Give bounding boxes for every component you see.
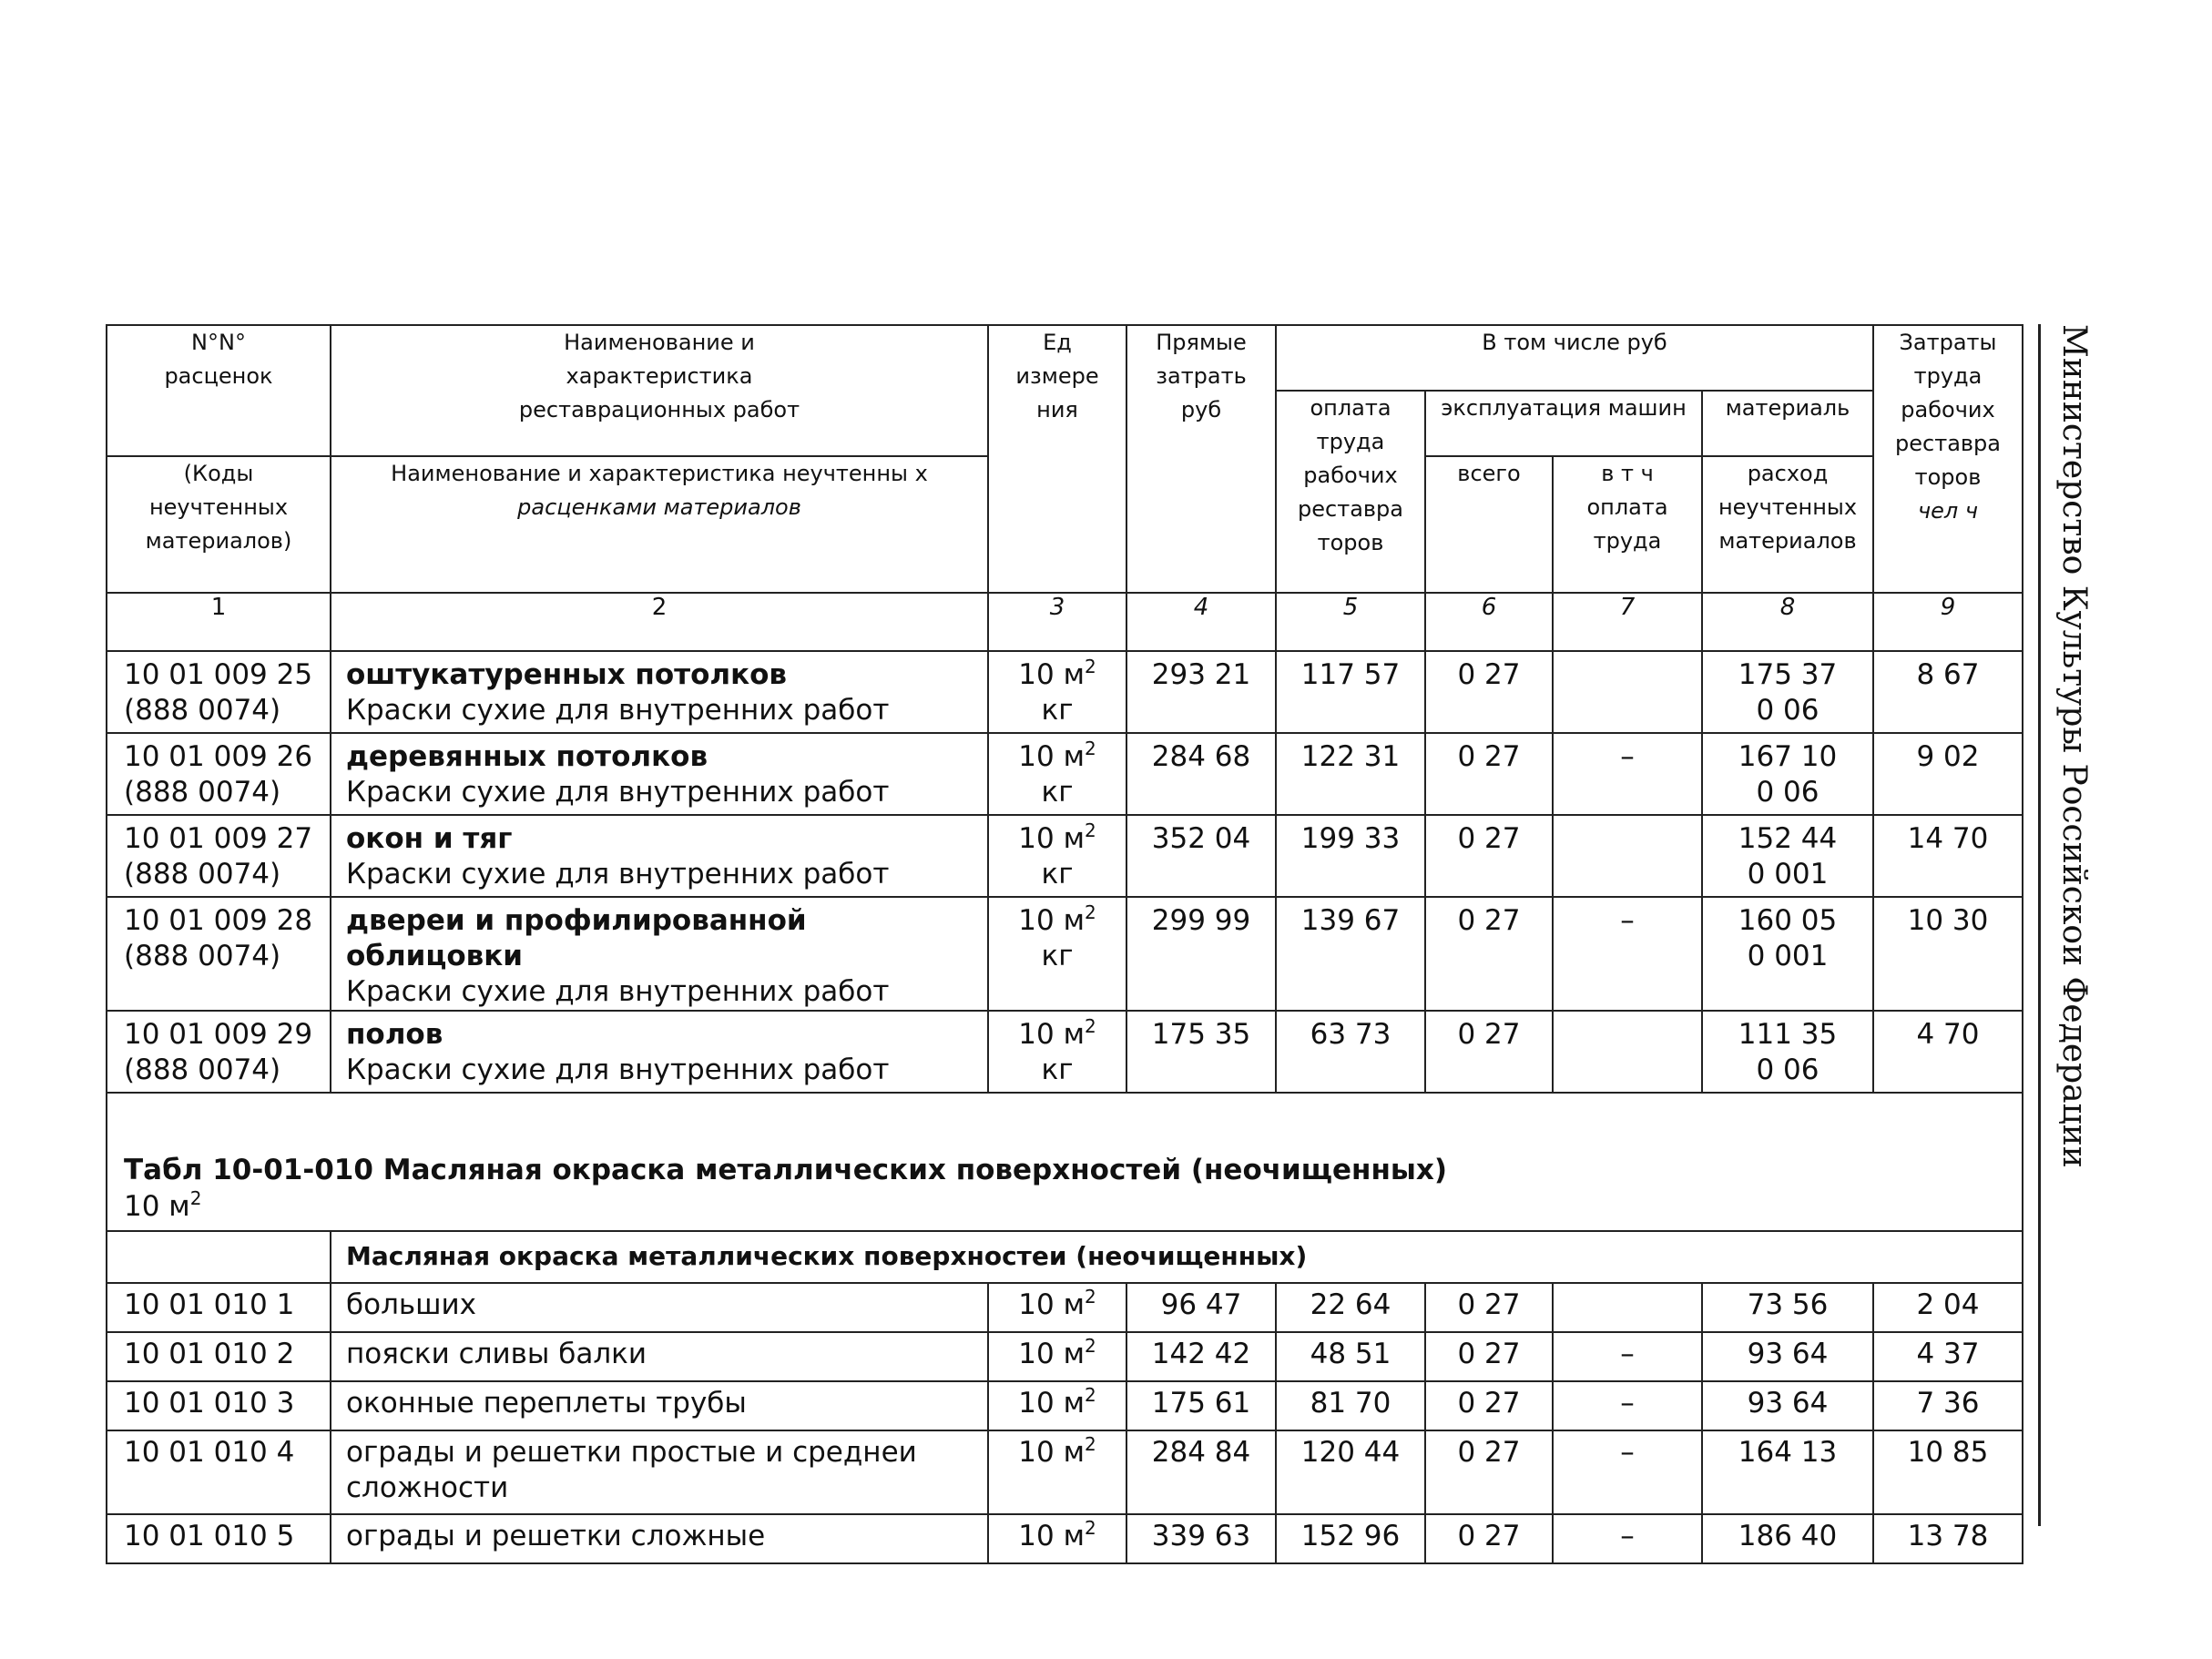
rate-code-cell xyxy=(107,1011,331,1093)
materials-consumption: 0 001 xyxy=(1747,940,1829,972)
direct-cost: 299 99 xyxy=(1126,897,1276,1011)
materials-consumption: 0 06 xyxy=(1756,694,1820,727)
materials-value: 152 44 xyxy=(1738,822,1838,855)
machines-labor xyxy=(1553,651,1702,733)
labor-pay: 122 31 xyxy=(1276,733,1425,815)
machines-total: 0 27 xyxy=(1425,815,1553,897)
rate-code: 10 01 009 29 xyxy=(124,1018,313,1051)
rate-code: 10 01 010 5 xyxy=(107,1514,331,1563)
machines-total: 0 27 xyxy=(1425,733,1553,815)
unit-cell: 10 $м^2$ xyxy=(988,1283,1126,1332)
unit-value: 10 $м^2$ xyxy=(1018,656,1096,691)
table-row xyxy=(107,651,2023,733)
labor-costs: 9 02 xyxy=(1873,733,2023,815)
header-labor-pay: оплата труда рабочих реставра торов xyxy=(1276,391,1425,593)
header-machines: эксплуатация машин xyxy=(1425,391,1702,456)
direct-cost: 293 21 xyxy=(1126,651,1276,733)
machines-total: 0 27 xyxy=(1425,651,1553,733)
unit-cell: 10 $м^2$ xyxy=(988,1381,1126,1430)
rate-code: 10 01 009 28 xyxy=(124,904,313,937)
table-row xyxy=(107,1430,2023,1514)
unit-cell xyxy=(988,733,1126,815)
labor-costs: 4 70 xyxy=(1873,1011,2023,1093)
unit-secondary: кг xyxy=(1041,940,1074,972)
work-name: пояски сливы балки xyxy=(331,1332,988,1381)
materials-value: 186 40 xyxy=(1702,1514,1873,1563)
unit-cell xyxy=(988,1011,1126,1093)
machines-labor xyxy=(1553,815,1702,897)
materials-value: 93 64 xyxy=(1702,1381,1873,1430)
col-num: 8 xyxy=(1702,593,1873,651)
material-name: Краски сухие для внутренних работ xyxy=(346,776,890,809)
rate-code-cell xyxy=(107,897,331,1011)
material-code: (888 0074) xyxy=(124,1053,281,1086)
materials-value: 93 64 xyxy=(1702,1332,1873,1381)
unit-cell: 10 $м^2$ xyxy=(988,1430,1126,1514)
table-title-row xyxy=(107,1093,2023,1231)
col-num: 9 xyxy=(1873,593,2023,651)
header-col2-top: Наименование и характеристика реставрационных работ xyxy=(331,325,988,456)
material-name: Краски сухие для внутренних работ xyxy=(346,858,890,891)
material-name: Краски сухие для внутренних работ xyxy=(346,1053,890,1086)
work-title: деревянных потолков xyxy=(346,740,708,773)
rate-code: 10 01 009 27 xyxy=(124,822,313,855)
materials-value: 160 05 xyxy=(1738,904,1838,937)
machines-labor: – xyxy=(1553,733,1702,815)
labor-costs: 4 37 xyxy=(1873,1332,2023,1381)
machines-total: 0 27 xyxy=(1425,897,1553,1011)
machines-labor: – xyxy=(1553,1430,1702,1514)
materials-consumption: 0 001 xyxy=(1747,858,1829,891)
machines-labor xyxy=(1553,1011,1702,1093)
materials-value: 175 37 xyxy=(1738,658,1838,691)
table-row xyxy=(107,1332,2023,1381)
unit-value: 10 $м^2$ xyxy=(1018,901,1096,937)
work-name: оконные переплеты трубы xyxy=(331,1381,988,1430)
header-including: В том числе руб xyxy=(1276,325,1873,391)
labor-pay: 120 44 xyxy=(1276,1430,1425,1514)
section-title: Масляная окраска металлических поверхностеи (неочищенных) xyxy=(331,1231,2023,1283)
machines-total: 0 27 xyxy=(1425,1381,1553,1430)
materials-cell xyxy=(1702,1011,1873,1093)
header-labor-costs xyxy=(1873,325,2023,593)
header-row-1 xyxy=(107,325,2023,391)
header-machines-labor: в т ч оплата труда xyxy=(1553,456,1702,593)
header-unit: Ед измере ния xyxy=(988,325,1126,593)
direct-cost: 339 63 xyxy=(1126,1514,1276,1563)
unit-value: 10 $м^2$ xyxy=(1018,738,1096,773)
direct-cost: 352 04 xyxy=(1126,815,1276,897)
machines-total: 0 27 xyxy=(1425,1430,1553,1514)
col-num: 3 xyxy=(988,593,1126,651)
labor-pay: 63 73 xyxy=(1276,1011,1425,1093)
materials-value: 167 10 xyxy=(1738,740,1838,773)
table-title-cell xyxy=(107,1093,2023,1231)
section-header-row xyxy=(107,1231,2023,1283)
unit-cell: 10 $м^2$ xyxy=(988,1332,1126,1381)
unit-secondary: кг xyxy=(1041,776,1074,809)
table-row xyxy=(107,1381,2023,1430)
col-num: 6 xyxy=(1425,593,1553,651)
work-name-cell xyxy=(331,1011,988,1093)
table-row xyxy=(107,733,2023,815)
machines-labor: – xyxy=(1553,897,1702,1011)
work-title: оштукатуренных потолков xyxy=(346,658,788,691)
materials-consumption: 0 06 xyxy=(1756,1053,1820,1086)
materials-value: 73 56 xyxy=(1702,1283,1873,1332)
material-code: (888 0074) xyxy=(124,940,281,972)
rate-code-cell xyxy=(107,815,331,897)
rate-code: 10 01 010 2 xyxy=(107,1332,331,1381)
col-num: 1 xyxy=(107,593,331,651)
materials-value: 111 35 xyxy=(1738,1018,1838,1051)
table-row xyxy=(107,1514,2023,1563)
direct-cost: 284 84 xyxy=(1126,1430,1276,1514)
ministry-caption: Министерство Культуры Российскои Федерации xyxy=(2055,324,2093,1168)
column-numbers-row xyxy=(107,593,2023,651)
machines-total: 0 27 xyxy=(1425,1011,1553,1093)
rate-code: 10 01 010 1 xyxy=(107,1283,331,1332)
rate-code: 10 01 010 4 xyxy=(107,1430,331,1514)
work-name-cell xyxy=(331,897,988,1011)
table-row xyxy=(107,897,2023,1011)
unit-value: 10 $м^2$ xyxy=(1018,1015,1096,1051)
table-row xyxy=(107,815,2023,897)
labor-pay: 199 33 xyxy=(1276,815,1425,897)
unit-cell: 10 $м^2$ xyxy=(988,1514,1126,1563)
work-title: полов xyxy=(346,1018,443,1051)
labor-costs: 2 04 xyxy=(1873,1283,2023,1332)
labor-pay: 152 96 xyxy=(1276,1514,1425,1563)
col-num: 4 xyxy=(1126,593,1276,651)
materials-cell xyxy=(1702,815,1873,897)
labor-pay: 139 67 xyxy=(1276,897,1425,1011)
col-num: 5 xyxy=(1276,593,1425,651)
rate-code: 10 01 009 26 xyxy=(124,740,313,773)
col2-bottom-italic: расценками материалов xyxy=(517,494,801,520)
direct-cost: 96 47 xyxy=(1126,1283,1276,1332)
table-row xyxy=(107,1283,2023,1332)
machines-total: 0 27 xyxy=(1425,1514,1553,1563)
material-name: Краски сухие для внутренних работ xyxy=(346,694,890,727)
machines-total: 0 27 xyxy=(1425,1283,1553,1332)
labor-pay: 22 64 xyxy=(1276,1283,1425,1332)
rate-code: 10 01 009 25 xyxy=(124,658,313,691)
table-unit: 10 $м^2$ xyxy=(124,1187,202,1223)
labor-costs: 10 85 xyxy=(1873,1430,2023,1514)
work-name-cell xyxy=(331,733,988,815)
rate-code-cell xyxy=(107,651,331,733)
col2-bottom-regular: Наименование и характеристика неучтенны х xyxy=(391,461,928,486)
header-direct: Прямые затрать руб xyxy=(1126,325,1276,593)
section-empty-cell xyxy=(107,1231,331,1283)
material-code: (888 0074) xyxy=(124,858,281,891)
machines-labor: – xyxy=(1553,1332,1702,1381)
labor-costs-label: Затраты труда рабочих реставра торов xyxy=(1895,330,2001,490)
header-materials-sub: расход неучтенных материалов xyxy=(1702,456,1873,593)
unit-secondary: кг xyxy=(1041,858,1074,891)
machines-labor: – xyxy=(1553,1381,1702,1430)
price-table xyxy=(106,324,2023,1564)
labor-pay: 117 57 xyxy=(1276,651,1425,733)
materials-consumption: 0 06 xyxy=(1756,776,1820,809)
work-title: окон и тяг xyxy=(346,822,513,855)
table-row xyxy=(107,1011,2023,1093)
unit-value: 10 $м^2$ xyxy=(1018,819,1096,855)
labor-pay: 48 51 xyxy=(1276,1332,1425,1381)
material-code: (888 0074) xyxy=(124,694,281,727)
side-divider xyxy=(2038,324,2041,1526)
labor-costs: 13 78 xyxy=(1873,1514,2023,1563)
materials-value: 164 13 xyxy=(1702,1430,1873,1514)
materials-cell xyxy=(1702,651,1873,733)
labor-costs: 10 30 xyxy=(1873,897,2023,1011)
machines-labor xyxy=(1553,1283,1702,1332)
header-machines-total: всего xyxy=(1425,456,1553,593)
direct-cost: 175 61 xyxy=(1126,1381,1276,1430)
work-name: ограды и решетки сложные xyxy=(331,1514,988,1563)
direct-cost: 175 35 xyxy=(1126,1011,1276,1093)
header-col2-bottom xyxy=(331,456,988,593)
work-name-cell xyxy=(331,651,988,733)
unit-secondary: кг xyxy=(1041,1053,1074,1086)
unit-cell xyxy=(988,897,1126,1011)
rate-code-cell xyxy=(107,733,331,815)
unit-secondary: кг xyxy=(1041,694,1074,727)
header-materials: материаль xyxy=(1702,391,1873,456)
work-name-cell xyxy=(331,815,988,897)
machines-total: 0 27 xyxy=(1425,1332,1553,1381)
work-name: ограды и решетки простые и среднеи сложности xyxy=(331,1430,988,1514)
rate-code: 10 01 010 3 xyxy=(107,1381,331,1430)
labor-pay: 81 70 xyxy=(1276,1381,1425,1430)
col-num: 2 xyxy=(331,593,988,651)
machines-labor: – xyxy=(1553,1514,1702,1563)
materials-cell xyxy=(1702,733,1873,815)
materials-cell xyxy=(1702,897,1873,1011)
sidebar-caption xyxy=(2051,324,2096,1168)
unit-cell xyxy=(988,815,1126,897)
direct-cost: 284 68 xyxy=(1126,733,1276,815)
header-col1-top: N°N° расценок xyxy=(107,325,331,456)
labor-costs: 8 67 xyxy=(1873,651,2023,733)
direct-cost: 142 42 xyxy=(1126,1332,1276,1381)
unit-cell xyxy=(988,651,1126,733)
labor-costs: 7 36 xyxy=(1873,1381,2023,1430)
work-name: больших xyxy=(331,1283,988,1332)
material-name: Краски сухие для внутренних работ xyxy=(346,975,890,1008)
header-col1-bottom: (Коды неучтенных материалов) xyxy=(107,456,331,593)
labor-costs-units: чел ч xyxy=(1917,498,1979,524)
table-title: Табл 10-01-010 Масляная окраска металлических поверхностей (неочищенных) xyxy=(124,1154,1448,1186)
col-num: 7 xyxy=(1553,593,1702,651)
work-title: двереи и профилированной облицовки xyxy=(346,904,807,972)
material-code: (888 0074) xyxy=(124,776,281,809)
labor-costs: 14 70 xyxy=(1873,815,2023,897)
